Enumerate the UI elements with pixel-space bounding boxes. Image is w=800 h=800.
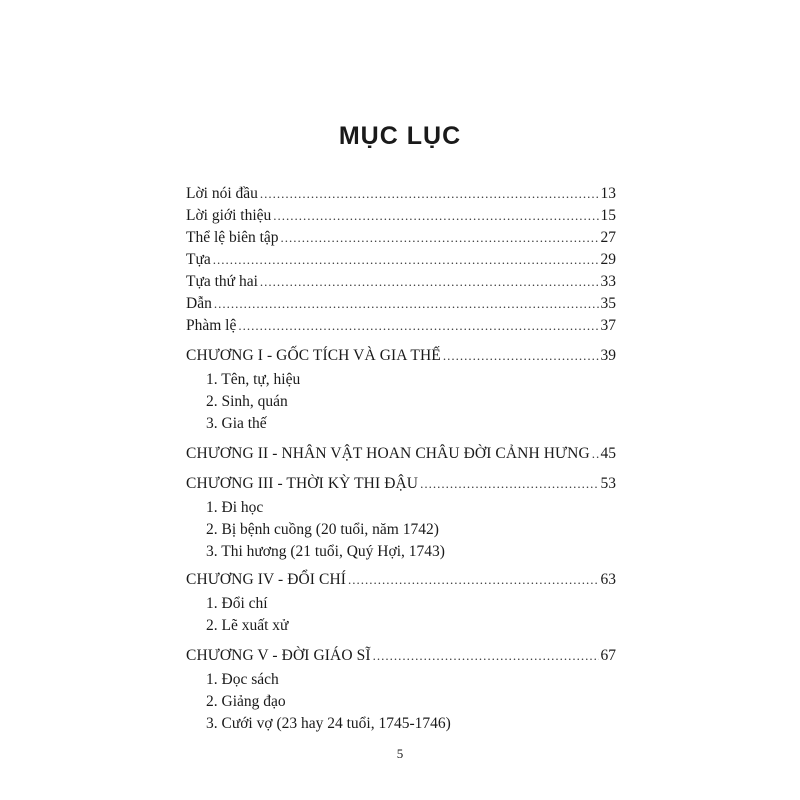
page-title: MỤC LỤC — [338, 122, 462, 150]
chapter-subitem: 1. Đọc sách — [206, 671, 279, 688]
toc-entry-label: Tựa — [186, 251, 211, 268]
toc-entry-label: Lời giới thiệu — [186, 207, 272, 224]
dot-leader — [281, 228, 599, 248]
dot-leader — [214, 294, 599, 314]
chapter-subitem: 1. Đổi chí — [206, 595, 268, 612]
dot-leader — [213, 250, 599, 270]
toc-entry-page: 35 — [600, 295, 616, 312]
toc-entry-the-le-bien-tap — [186, 228, 616, 248]
chapter-subitem: 3. Thi hương (21 tuổi, Quý Hợi, 1743) — [206, 543, 445, 560]
chapter-subitem: 1. Đi học — [206, 499, 264, 516]
toc-chapter-3 — [186, 474, 616, 494]
toc-chapter-2 — [186, 444, 616, 464]
toc-entry-tua-thu-hai — [186, 272, 616, 292]
chapter-subitem: 2. Lẽ xuất xử — [206, 617, 289, 634]
chapter-subitem: 2. Bị bệnh cuồng (20 tuổi, năm 1742) — [206, 521, 439, 538]
toc-entry-pham-le — [186, 316, 616, 336]
dot-leader — [592, 444, 599, 464]
toc-entry-loi-gioi-thieu — [186, 206, 616, 226]
toc-entry-tua — [186, 250, 616, 270]
chapter-page: 67 — [600, 647, 616, 664]
toc-chapter-4 — [186, 570, 616, 590]
toc-entry-page: 13 — [600, 185, 616, 202]
dot-leader — [273, 206, 598, 226]
toc-entry-dan — [186, 294, 616, 314]
toc-entry-page: 33 — [600, 273, 616, 290]
dot-leader — [443, 346, 599, 366]
toc-chapter-5 — [186, 646, 616, 666]
chapter-title: CHƯƠNG IV - ĐỔI CHÍ — [186, 571, 347, 588]
page-number: 5 — [396, 746, 404, 761]
toc-entry-page: 27 — [600, 229, 616, 246]
toc-entry-label: Phàm lệ — [186, 317, 237, 334]
chapter-subitem: 3. Gia thế — [206, 415, 267, 432]
dot-leader — [420, 474, 598, 494]
toc-chapter-1 — [186, 346, 616, 366]
chapter-subitem: 3. Cưới vợ (23 hay 24 tuổi, 1745-1746) — [206, 715, 451, 732]
dot-leader — [348, 570, 598, 590]
chapter-title: CHƯƠNG III - THỜI KỲ THI ĐẬU — [186, 475, 419, 492]
toc-entry-loi-noi-dau — [186, 184, 616, 204]
dot-leader — [238, 316, 598, 336]
toc-entry-label: Tựa thứ hai — [186, 273, 258, 290]
toc-entry-page: 37 — [600, 317, 616, 334]
chapter-subitem: 1. Tên, tự, hiệu — [206, 371, 301, 388]
chapter-title: CHƯƠNG II - NHÂN VẬT HOAN CHÂU ĐỜI CẢNH HƯNG — [186, 445, 590, 462]
chapter-subitem: 2. Sinh, quán — [206, 393, 288, 410]
chapter-page: 45 — [600, 445, 616, 462]
toc-entry-label: Dẫn — [186, 295, 212, 312]
toc-entry-label: Thể lệ biên tập — [186, 229, 279, 246]
dot-leader — [260, 272, 599, 292]
chapter-page: 53 — [600, 475, 616, 492]
dot-leader — [260, 184, 599, 204]
toc-entry-page: 15 — [600, 207, 616, 224]
chapter-title: CHƯƠNG I - GỐC TÍCH VÀ GIA THẾ — [186, 347, 441, 364]
chapter-title: CHƯƠNG V - ĐỜI GIÁO SĨ — [186, 647, 371, 664]
dot-leader — [373, 646, 599, 666]
toc-entry-label: Lời nói đầu — [186, 185, 258, 202]
toc-entry-page: 29 — [600, 251, 616, 268]
chapter-page: 63 — [600, 571, 616, 588]
chapter-page: 39 — [600, 347, 616, 364]
chapter-subitem: 2. Giảng đạo — [206, 693, 286, 710]
